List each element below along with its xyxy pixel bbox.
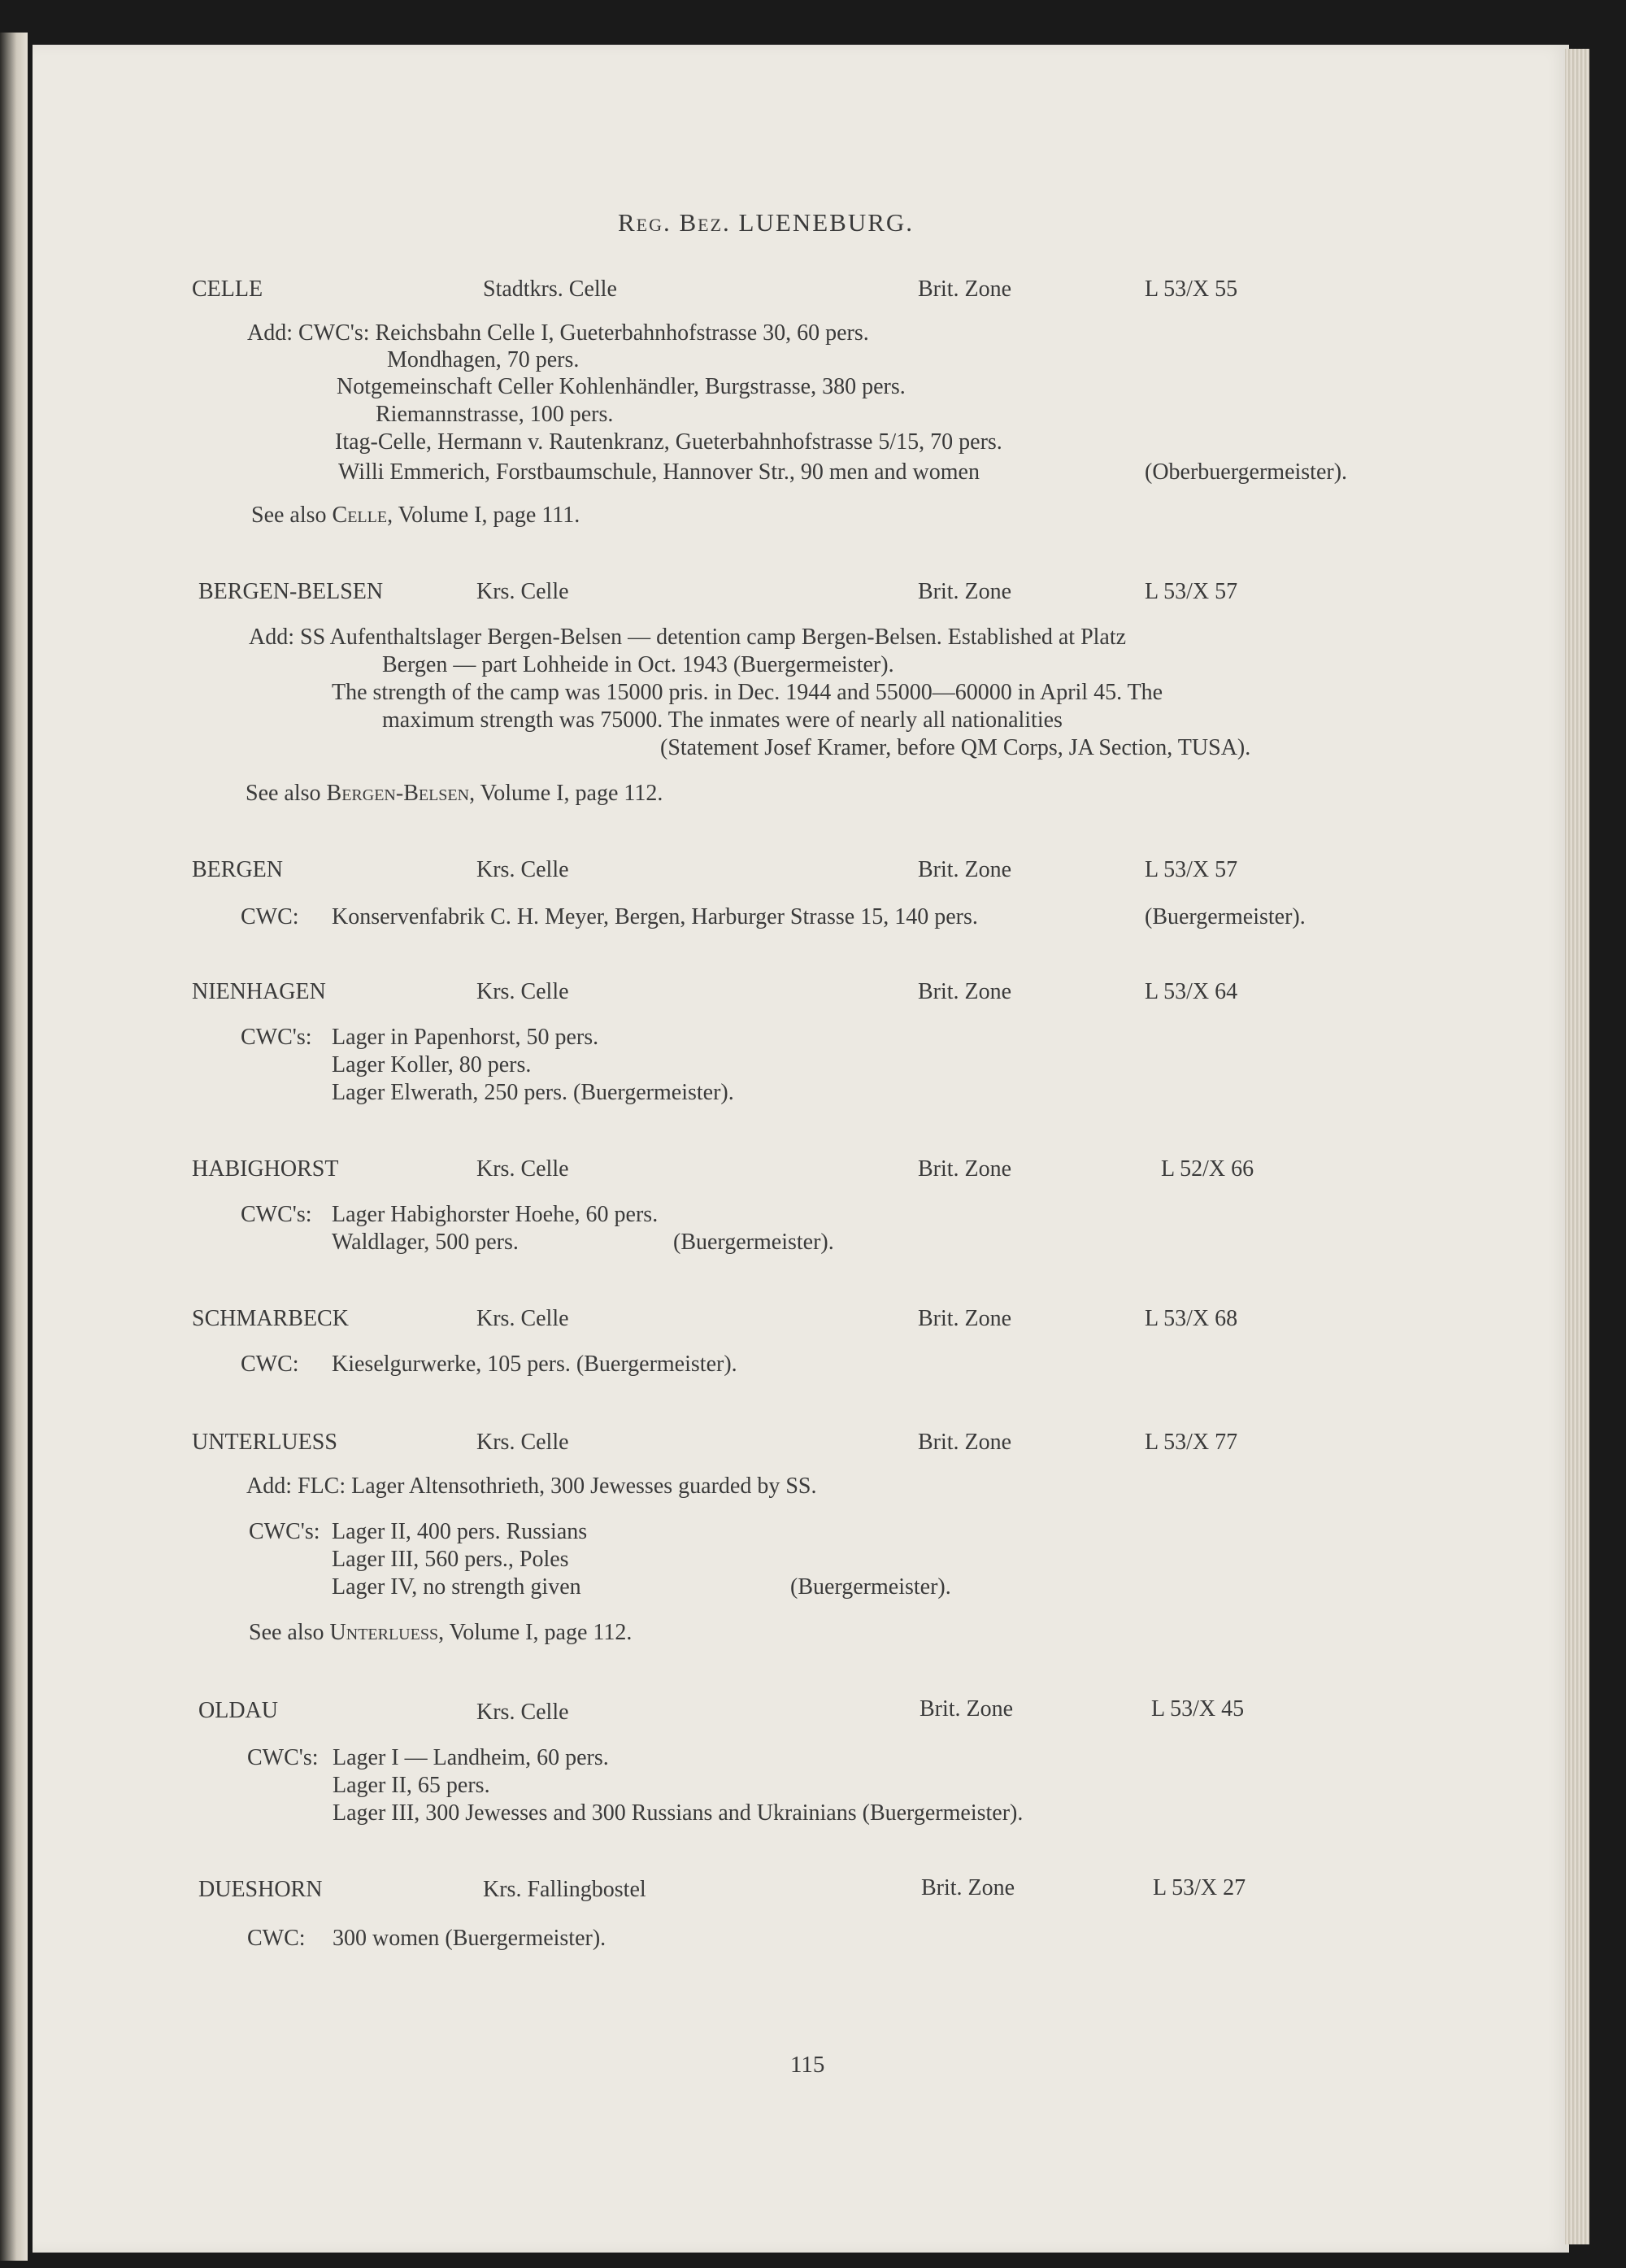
map-ref: L 53/X 64 [1145, 979, 1238, 1004]
entry-line: Lager in Papenhorst, 50 pers. [332, 1025, 599, 1050]
entry-line: Notgemeinschaft Celler Kohlenhändler, Burgstrasse, 380 pers. [337, 374, 906, 399]
source: (Buergermeister). [673, 1230, 834, 1255]
zone: Brit. Zone [918, 979, 1012, 1004]
place-name: DUESHORN [198, 1877, 323, 1902]
running-head: Reg. Bez. LUENEBURG. [618, 208, 915, 237]
entry-line: Add: SS Aufenthaltslager Bergen-Belsen — detention camp Bergen-Belsen. Established at Platz [249, 625, 1127, 650]
place-name: UNTERLUESS [192, 1430, 337, 1455]
district: Stadtkrs. Celle [483, 276, 617, 302]
source: (Oberbuergermeister). [1145, 459, 1348, 485]
zone: Brit. Zone [918, 857, 1012, 882]
entry-label: CWC: [241, 1352, 299, 1377]
entry-line: Add: CWC's: Reichsbahn Celle I, Gueterbahnhofstrasse 30, 60 pers. [247, 320, 869, 346]
district: Krs. Celle [476, 857, 569, 882]
district: Krs. Celle [476, 1430, 569, 1455]
see-also: See also Unterluess, Volume I, page 112. [249, 1620, 633, 1645]
entry-label: CWC's: [247, 1745, 319, 1770]
entry-line: maximum strength was 75000. The inmates were of nearly all nationalities [382, 707, 1063, 733]
entry-line: Lager III, 300 Jewesses and 300 Russians and Ukrainians (Buergermeister). [333, 1800, 1024, 1826]
entry-line: Waldlager, 500 pers. [332, 1230, 519, 1255]
map-ref: L 53/X 57 [1145, 579, 1238, 604]
map-ref: L 53/X 77 [1145, 1430, 1238, 1455]
source: (Buergermeister). [790, 1574, 951, 1600]
district: Krs. Celle [476, 1700, 569, 1725]
map-ref: L 52/X 66 [1161, 1156, 1254, 1182]
place-name: BERGEN [192, 857, 283, 882]
zone: Brit. Zone [920, 1696, 1014, 1722]
see-also: See also Celle, Volume I, page 111. [251, 503, 580, 528]
map-ref: L 53/X 55 [1145, 276, 1238, 302]
place-name: SCHMARBECK [192, 1306, 349, 1331]
place-name: NIENHAGEN [192, 979, 326, 1004]
zone: Brit. Zone [918, 1306, 1012, 1331]
zone: Brit. Zone [918, 1156, 1012, 1182]
entry-line: 300 women (Buergermeister). [333, 1926, 606, 1951]
entry-line: Kieselgurwerke, 105 pers. (Buergermeister). [332, 1352, 737, 1377]
page-number: 115 [790, 2052, 825, 2078]
zone: Brit. Zone [918, 579, 1012, 604]
zone: Brit. Zone [921, 1875, 1015, 1900]
entry-line: Riemannstrasse, 100 pers. [376, 402, 614, 427]
place-name: CELLE [192, 276, 263, 302]
entry-line: Lager II, 400 pers. Russians [332, 1519, 588, 1544]
entry-line: Lager IV, no strength given [332, 1574, 581, 1600]
source: (Buergermeister). [1145, 904, 1306, 929]
zone: Brit. Zone [918, 276, 1012, 302]
entry-line: (Statement Josef Kramer, before QM Corps, JA Section, TUSA). [660, 735, 1251, 760]
map-ref: L 53/X 45 [1151, 1696, 1245, 1722]
district: Krs. Celle [476, 1156, 569, 1182]
entry-line: Lager III, 560 pers., Poles [332, 1547, 569, 1572]
district: Krs. Celle [476, 1306, 569, 1331]
entry-label: CWC's: [249, 1519, 320, 1544]
entry-line: Willi Emmerich, Forstbaumschule, Hannover Str., 90 men and women [338, 459, 980, 485]
place-name: HABIGHORST [192, 1156, 339, 1182]
entry-line: Lager Koller, 80 pers. [332, 1052, 532, 1077]
entry-line: Bergen — part Lohheide in Oct. 1943 (Buergermeister). [382, 652, 894, 677]
entry-add-line: Add: FLC: Lager Altensothrieth, 300 Jewesses guarded by SS. [246, 1474, 817, 1499]
place-name: OLDAU [198, 1698, 278, 1723]
zone: Brit. Zone [918, 1430, 1012, 1455]
entry-line: The strength of the camp was 15000 pris. in Dec. 1944 and 55000—60000 in April 45. The [332, 680, 1163, 705]
entry-line: Lager Elwerath, 250 pers. (Buergermeister). [332, 1080, 734, 1105]
place-name: BERGEN-BELSEN [198, 579, 384, 604]
entry-label: CWC's: [241, 1202, 312, 1227]
map-ref: L 53/X 68 [1145, 1306, 1238, 1331]
map-ref: L 53/X 27 [1153, 1875, 1246, 1900]
district: Krs. Celle [476, 579, 569, 604]
entry-line: Mondhagen, 70 pers. [387, 347, 580, 372]
entry-line: Itag-Celle, Hermann v. Rautenkranz, Gueterbahnhofstrasse 5/15, 70 pers. [335, 429, 1002, 455]
entry-label: CWC: [247, 1926, 306, 1951]
entry-label: CWC's: [241, 1025, 312, 1050]
entry-line: Lager I — Landheim, 60 pers. [333, 1745, 609, 1770]
entry-label: CWC: [241, 904, 299, 929]
entry-line: Konservenfabrik C. H. Meyer, Bergen, Harburger Strasse 15, 140 pers. [332, 904, 978, 929]
district: Krs. Fallingbostel [483, 1877, 646, 1902]
see-also: See also Bergen-Belsen, Volume I, page 112. [246, 781, 663, 806]
entry-line: Lager II, 65 pers. [333, 1773, 490, 1798]
map-ref: L 53/X 57 [1145, 857, 1238, 882]
district: Krs. Celle [476, 979, 569, 1004]
entry-line: Lager Habighorster Hoehe, 60 pers. [332, 1202, 659, 1227]
